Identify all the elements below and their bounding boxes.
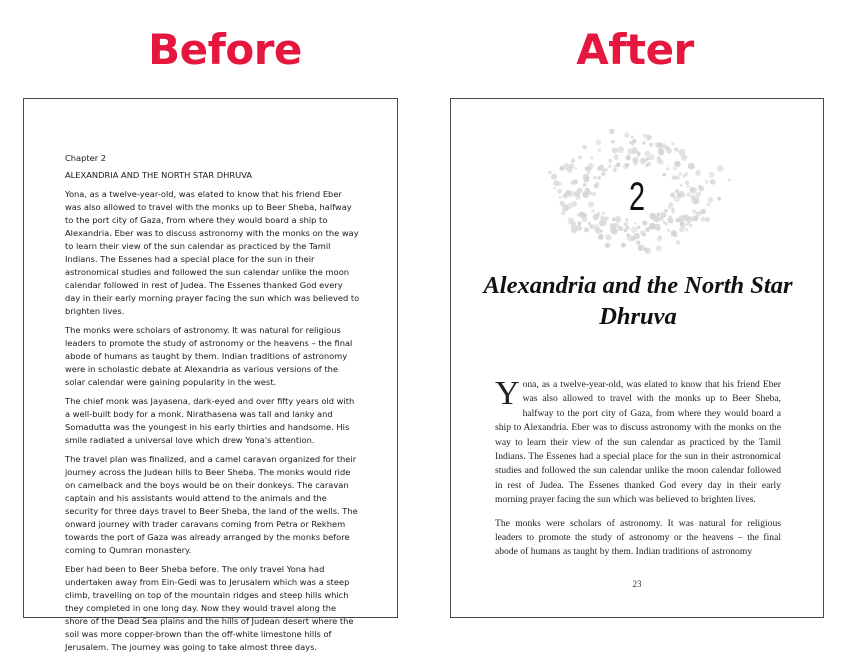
ornament-dot bbox=[631, 226, 638, 233]
ornament-dot bbox=[597, 148, 601, 152]
ornament-dot bbox=[640, 230, 645, 235]
ornament-dot bbox=[673, 167, 677, 171]
after-label: After bbox=[576, 25, 694, 74]
ornament-dot bbox=[644, 151, 650, 157]
ornament-dot bbox=[646, 134, 652, 140]
ornament-dot bbox=[647, 162, 652, 167]
ornament-dot bbox=[598, 234, 604, 240]
ornament-dot bbox=[678, 149, 685, 156]
ornament-dot bbox=[649, 143, 653, 147]
drop-cap: Y bbox=[495, 375, 520, 412]
ornament-dot bbox=[617, 146, 624, 153]
chapter-title: ALEXANDRIA AND THE NORTH STAR DHRUVA bbox=[65, 170, 253, 180]
ornament-dot bbox=[666, 167, 669, 170]
ornament-dot bbox=[686, 223, 689, 226]
ornament-dot bbox=[669, 219, 673, 223]
ornament-dot bbox=[608, 165, 611, 168]
ornament-dot bbox=[649, 154, 655, 160]
typeset-body bbox=[495, 375, 781, 569]
ornament-dot bbox=[605, 168, 608, 171]
ornament-dot bbox=[642, 220, 647, 225]
ornament-dot bbox=[618, 226, 623, 231]
ornament-dot bbox=[612, 147, 618, 153]
paragraph: The monks were scholars of astronomy. It was natural for religious leaders to promote the study of astronomy or the heavens – the final abode of humans as taught by them. Indian traditions of astronomy were in scholastic debate at Alexandria as various versions of the solar calendar were gaining popularity in the west. bbox=[65, 325, 353, 387]
ornament-dot bbox=[680, 222, 687, 229]
ornament-dot bbox=[637, 151, 641, 155]
ornament-dot bbox=[658, 148, 664, 154]
ornament-dot bbox=[685, 228, 689, 232]
ornament-dot bbox=[637, 226, 641, 230]
ornament-dot bbox=[634, 233, 640, 239]
paragraph: Yona, as a twelve-year-old, was elated to know that his friend Eber was also allowed to travel with the monks up to Beer Sheba, halfway to the port city of Gaza, from where they would board a ship to Alexandria. Eber was to discuss astronomy with the monks on the way to learn their view of the sun calendar as practiced by the Tamil Indians. The Essenes had a special place for the sun in their astronomical studies and followed the sun calendar unlike the moon calendar followed in rest of Judea. The Essenes thanked God every day in their early morning prayer facing the sun which was believed to brighten lives. bbox=[65, 189, 360, 316]
ornament-dot bbox=[689, 224, 692, 227]
ornament-dot bbox=[663, 221, 666, 224]
ornament-dot bbox=[608, 159, 612, 163]
ornament-dot bbox=[632, 139, 637, 144]
ornament-dot bbox=[671, 142, 674, 145]
ornament-dot bbox=[578, 221, 582, 225]
ornament-dot bbox=[634, 222, 637, 225]
ornament-dot bbox=[571, 158, 575, 162]
ornament-dot bbox=[548, 171, 552, 175]
after-page bbox=[450, 98, 824, 618]
ornament-dot bbox=[656, 226, 661, 231]
ornament-dot bbox=[609, 129, 615, 134]
ornament-dot bbox=[578, 156, 582, 160]
ornament-dot bbox=[616, 162, 621, 167]
paragraph: Eber had been to Beer Sheba before. The only travel Yona had undertaken away from Ein-Gedi was to Jerusalem which was a steep climb, travelling on top of the mountain ridges and steep hills which they completed in one long day. Now they would travel along the shore of the Dead Sea plains and the hills of Judean desert where the soil was more copper-brown than the off-white limestone hills of Jerusalem. The journey was going to take almost three days. bbox=[65, 564, 354, 652]
ornament-dot bbox=[611, 140, 615, 144]
ornament-dot bbox=[674, 161, 681, 168]
ornament-dot bbox=[588, 222, 591, 225]
ornament-dot bbox=[656, 245, 662, 251]
ornament-dot bbox=[605, 234, 611, 240]
ornament-dot bbox=[671, 230, 677, 236]
ornament-dot bbox=[642, 142, 645, 145]
ornament-dot bbox=[587, 171, 590, 174]
manuscript-text bbox=[65, 152, 360, 660]
chapter-heading: Chapter 2 bbox=[65, 153, 107, 163]
paragraph: The monks were scholars of astronomy. It was natural for religious leaders to promote the study of astronomy or the heavens – the final abode of humans as taught by them. Indian traditions of astronomy bbox=[495, 517, 781, 558]
ornament-dot bbox=[613, 154, 619, 160]
ornament-dot bbox=[626, 155, 631, 160]
page-number: 23 bbox=[632, 579, 642, 589]
ornament-dot bbox=[624, 132, 629, 137]
ornament-dot bbox=[590, 156, 593, 159]
ornament-dot bbox=[582, 145, 587, 150]
ornament-dot bbox=[657, 159, 662, 164]
ornament-dot bbox=[644, 247, 651, 254]
ornament-dot bbox=[574, 167, 577, 170]
ornament-dot bbox=[613, 168, 617, 172]
ornament-dot bbox=[642, 245, 645, 248]
ornament-dot bbox=[666, 148, 672, 154]
paragraph: The chief monk was Jayasena, dark-eyed and over fifty years old with a well-built body for a monk. Nirathasena was tall and lanky and Somadutta was the youngest in his early thirties and handsome. His smile radiated a universal love which drew Yona's attention. bbox=[65, 396, 355, 445]
ornament-dot bbox=[569, 163, 574, 168]
ornament-dot bbox=[676, 240, 680, 244]
ornament-dot bbox=[623, 164, 629, 170]
ornament-dot bbox=[674, 147, 679, 152]
ornament-dot bbox=[625, 226, 629, 230]
paragraph: The travel plan was finalized, and a camel caravan organized for their journey across the Judean hills to Beer Sheba. The monks would ride on camelback and the boys would be on their donkeys. The caravan captain and his assistants would attend to the animals and the security for three days travel to Beer Sheba, the land of the wells. The onward journey with trader caravans coming from Petra or Rekhem towards the port of Gaza was already arranged by the monks before coming to Qumran monastery. bbox=[65, 454, 358, 555]
ornament-dot bbox=[717, 165, 724, 172]
ornament-dot bbox=[636, 241, 640, 245]
ornament-dot bbox=[559, 166, 564, 171]
ornament-dot bbox=[621, 243, 626, 248]
paragraph bbox=[495, 375, 781, 508]
ornament-dot bbox=[626, 234, 629, 237]
ornament-dot bbox=[667, 229, 670, 232]
ornament-dot bbox=[598, 165, 604, 171]
ornament-dot bbox=[595, 139, 601, 145]
ornament-dot bbox=[588, 163, 594, 169]
ornament-dot bbox=[576, 225, 582, 231]
chapter-title: Alexandria and the North Star Dhruva bbox=[483, 272, 793, 330]
ornament-dot bbox=[603, 221, 607, 225]
ornament-dot bbox=[584, 228, 589, 233]
before-label: Before bbox=[148, 25, 302, 74]
ornament-dot bbox=[641, 158, 646, 163]
ornament-dot bbox=[632, 157, 638, 163]
ornament-dot bbox=[688, 163, 695, 170]
ornament-dot bbox=[629, 141, 632, 144]
ornament-dot bbox=[631, 136, 634, 139]
ornament-dot bbox=[570, 222, 576, 228]
ornament-dot bbox=[657, 237, 662, 242]
ornament-dot bbox=[683, 156, 686, 159]
chapter-number: 2 bbox=[628, 175, 646, 219]
ornament-dot bbox=[610, 228, 615, 233]
paragraph-text: ona, as a twelve-year-old, was elated to know that his friend Eber was also allowed to travel with the monks up to Beer Sheba, halfway to the port city of Gaza, from where they would board a ship to Alexandria. Eber was to discuss astronomy with the monks on the way to learn their view of the sun calendar as practiced by the Tamil Indians. The Essenes had a special place for the sun in their astronomical studies and followed the sun calendar unlike the moon calendar followed in rest of Judea. The Essenes thanked God every day in their early morning prayer facing the sun which was believed to brighten lives. bbox=[495, 379, 781, 506]
ornament-dot bbox=[649, 223, 656, 230]
ornament-dot bbox=[605, 242, 611, 248]
before-page bbox=[23, 98, 398, 652]
